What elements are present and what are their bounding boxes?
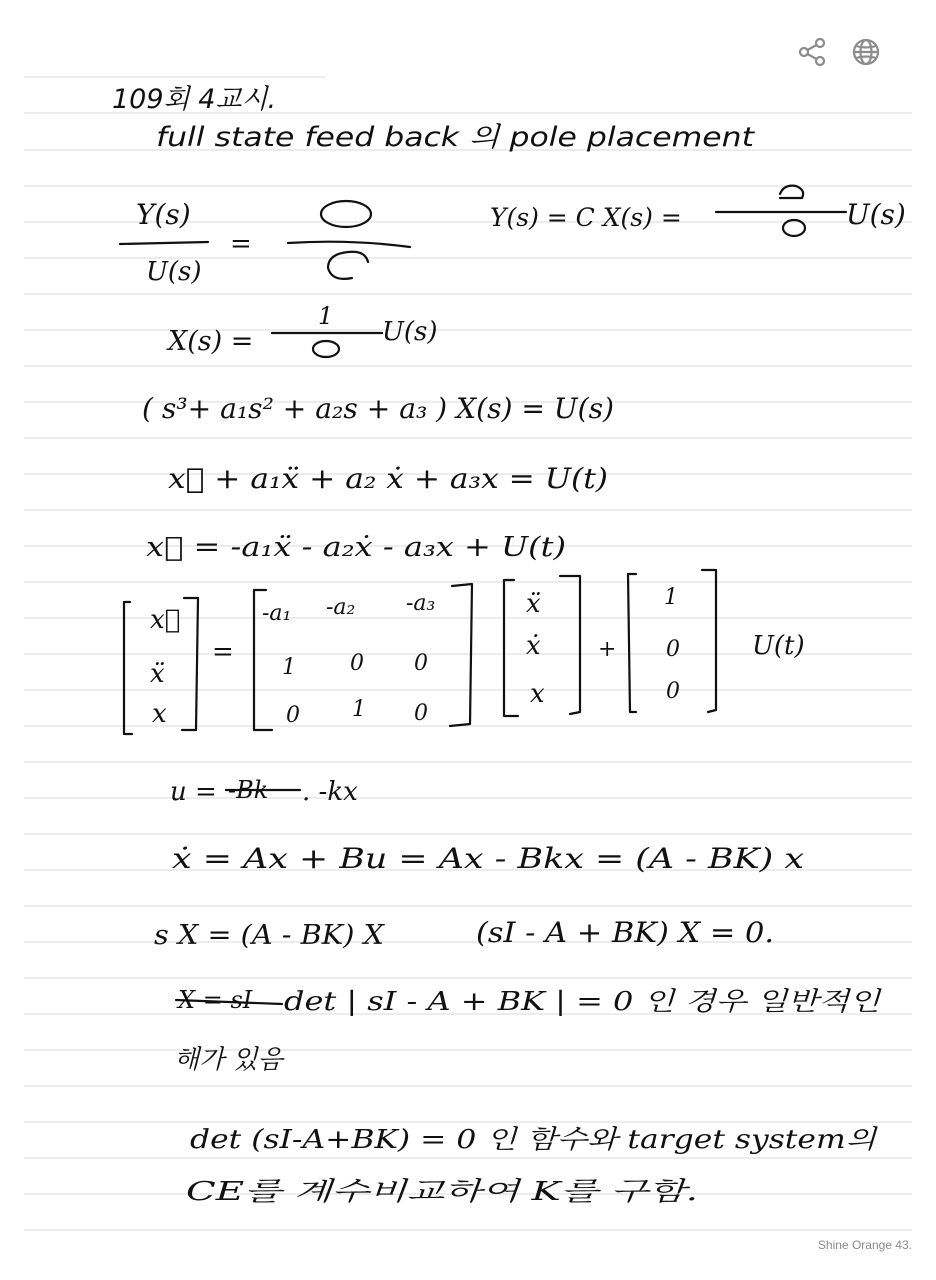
matrix-a-entry: 0	[350, 651, 364, 676]
state-space-equation	[124, 570, 805, 734]
note-title-line1: 109회 4교시.	[112, 84, 277, 115]
lhs-entry: x⃛	[150, 605, 181, 635]
ys-placeholder-num	[780, 186, 803, 198]
state-entry: ẋ	[526, 631, 541, 661]
det-struck: X = sI	[178, 986, 253, 1014]
matrix-a-entry: 0	[414, 651, 428, 676]
tf-placeholder-den	[328, 252, 368, 279]
matrix-a-entry: -a₁	[262, 601, 292, 626]
ode-line-2: x⃛ = -a₁ẍ - a₂ẋ - a₃x + U(t)	[146, 532, 566, 563]
brand-footer: Shine Orange 43.	[817, 1238, 912, 1252]
ode-line-1: x⃛ + a₁ẍ + a₂ ẋ + a₃x = U(t)	[168, 462, 608, 495]
matrix-input: U(t)	[752, 631, 805, 661]
state-entry: x	[530, 679, 545, 709]
ys-equation: Y(s) = C X(s) =	[490, 203, 682, 232]
ys-placeholder-den	[783, 220, 805, 236]
tf-placeholder-num	[321, 201, 371, 227]
lhs-entry: ẍ	[150, 659, 165, 689]
control-law-prefix: u =	[170, 777, 217, 807]
tf-fraction-bar-2	[288, 242, 410, 247]
sx-line: s X = (A - BK) X	[154, 920, 386, 951]
matrix-b-entry: 1	[664, 585, 678, 610]
matrix-a-entry: -a₂	[326, 595, 356, 620]
tf-fraction-bar	[120, 242, 208, 244]
det-line: det | sI - A + BK | = 0 인 경우 일반적인	[284, 987, 883, 1017]
matrix-b-entry: 0	[666, 637, 680, 662]
control-law-rest: . -kx	[302, 777, 358, 807]
matrix-a-entry: 0	[286, 703, 300, 728]
final-line-1: det (sI-A+BK) = 0 인 함수와 target system의	[190, 1125, 879, 1155]
tf-numerator: Y(s)	[136, 198, 191, 231]
matrix-b-entry: 0	[666, 679, 680, 704]
poly-line: ( s³+ a₁s² + a₂s + a₃ ) X(s) = U(s)	[142, 392, 614, 425]
matrix-plus: +	[598, 637, 617, 662]
matrix-a-entry: -a₃	[406, 591, 436, 616]
closed-loop-line: ẋ = Ax + Bu = Ax - Bkx = (A - BK) x	[172, 842, 805, 875]
matrix-equals: =	[212, 637, 234, 667]
ys-tail: U(s)	[846, 198, 906, 231]
state-entry: ẍ	[526, 589, 541, 619]
tf-denominator: U(s)	[146, 257, 202, 287]
control-law-struck: -Bk	[228, 776, 269, 804]
det-line-2: 해가 있음	[174, 1045, 283, 1075]
lhs-entry: x	[152, 699, 167, 729]
xs-placeholder-den	[313, 341, 339, 357]
xs-tail: U(s)	[382, 317, 438, 347]
xs-lhs: X(s) =	[168, 326, 254, 357]
si-line: (sI - A + BK) X = 0.	[476, 916, 774, 949]
matrix-a-entry: 1	[352, 697, 366, 722]
matrix-a-entry: 0	[414, 701, 428, 726]
xs-numerator: 1	[318, 302, 334, 330]
matrix-a-entry: 1	[282, 655, 296, 680]
note-title-line2: full state feed back 의 pole placement	[156, 122, 756, 153]
final-line-2: CE를 계수비교하여 K를 구함.	[186, 1177, 698, 1207]
tf-equals: =	[230, 229, 252, 259]
